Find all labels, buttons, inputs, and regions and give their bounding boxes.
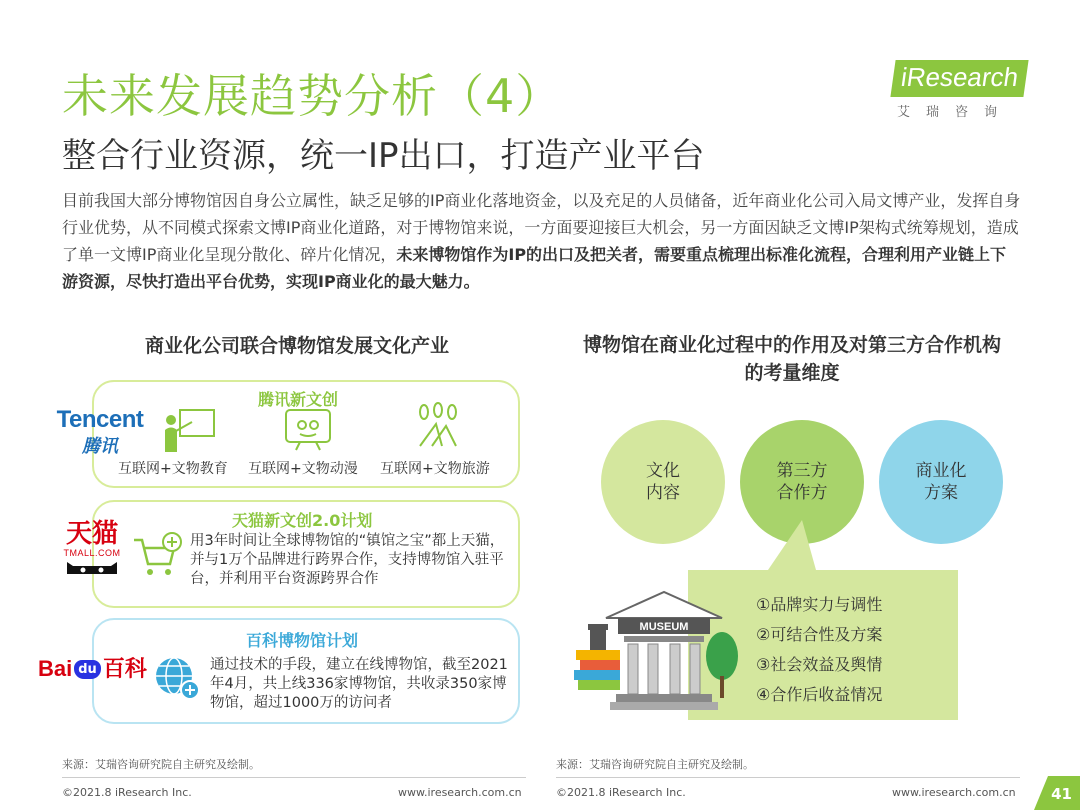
tencent-tag: 腾讯新文创 xyxy=(252,387,344,410)
right-source: 来源：艾瑞咨询研究院自主研究及绘制。 xyxy=(556,758,754,771)
factor-4: ④合作后收益情况 xyxy=(756,685,883,704)
tmall-logo-en: TMALL.COM xyxy=(63,548,121,558)
museum-illustration xyxy=(572,588,752,718)
right-section-title xyxy=(552,331,1032,387)
tmall-cat-icon xyxy=(65,558,119,574)
circle-1-line1: 文化 xyxy=(646,461,680,481)
logo-text: iResearch xyxy=(890,60,1028,97)
baidu-text: 通过技术的手段，建立在线博物馆，截至2021年4月，共上线336家博物馆，共收录350家博物馆，超过1000万的访问者 xyxy=(210,657,508,711)
tmall-tag: 天猫新文创2.0计划 xyxy=(226,508,378,531)
footer-divider-left xyxy=(62,777,526,778)
factor-2: ②可结合性及方案 xyxy=(756,625,883,644)
tencent-item-1: 互联网+文物教育 xyxy=(118,461,228,477)
education-icon xyxy=(162,406,218,454)
tmall-logo-cn: 天猫 xyxy=(65,519,118,549)
tencent-logo xyxy=(50,406,150,458)
tencent-item-3: 互联网+文物旅游 xyxy=(380,461,490,477)
footer-copyright-left: ©2021.8 iResearch Inc. xyxy=(62,786,192,799)
shopping-cart-icon xyxy=(130,530,184,580)
tencent-logo-en: Tencent xyxy=(56,406,144,433)
baidu-logo xyxy=(38,652,147,683)
baidu-logo-en: Bai xyxy=(38,656,73,681)
footer-copyright-right: ©2021.8 iResearch Inc. xyxy=(556,786,686,799)
left-source: 来源：艾瑞咨询研究院自主研究及绘制。 xyxy=(62,758,260,771)
baidu-tag: 百科博物馆计划 xyxy=(240,628,364,651)
intro-bold: 未来博物馆作为IP的出口及把关者，需要重点梳理出标准化流程，合理利用产业链上下游资源，尽快打造出平台优势，实现IP商业化的最大魅力。 xyxy=(62,245,1007,291)
page-title: 未来发展趋势分析（4） xyxy=(62,69,563,123)
factor-1: ①品牌实力与调性 xyxy=(756,595,883,614)
animation-icon xyxy=(282,404,334,452)
circle-3-line1: 商业化 xyxy=(915,461,967,481)
factor-3: ③社会效益及舆情 xyxy=(756,655,883,674)
right-title-line1: 博物馆在商业化过程中的作用及对第三方合作机构 xyxy=(582,334,1001,356)
baidu-logo-cn: 百科 xyxy=(102,657,147,682)
page-subtitle: 整合行业资源，统一IP出口，打造产业平台 xyxy=(62,136,705,176)
tencent-item-2: 互联网+文物动漫 xyxy=(248,461,358,477)
circle-2-line2: 合作方 xyxy=(776,483,828,503)
page-number: 41 xyxy=(1051,785,1072,803)
factors-list xyxy=(756,590,882,710)
museum-label: MUSEUM xyxy=(639,621,689,633)
globe-icon xyxy=(152,654,202,702)
footer-divider-right xyxy=(556,777,1020,778)
iresearch-logo xyxy=(893,60,1023,120)
travel-icon xyxy=(412,402,464,450)
baidu-paw-icon: du xyxy=(74,660,101,679)
tencent-logo-cn: 腾讯 xyxy=(82,436,118,457)
footer-url-left: www.iresearch.com.cn xyxy=(398,786,522,799)
intro-paragraph xyxy=(62,187,1022,295)
tmall-text: 用3年时间让全球博物馆的“镇馆之宝”都上天猫，并与1万个品牌进行跨界合作，支持博物馆入驻平台，并利用平台资源跨界合作 xyxy=(190,533,505,587)
circle-1-line2: 内容 xyxy=(646,483,680,503)
intro-normal: 目前我国大部分博物馆因自身公立属性，缺乏足够的IP商业化落地资金，以及充足的人员储备，近年商业化公司入局文博产业，发挥自身行业优势，从不同模式探索文博IP商业化道路，对于博物馆来说，一方面要迎接巨大机会，另一方面因缺乏文博IP架构式统筹规划，造成了单一文博IP商业化呈现分散化、碎片化情况， xyxy=(62,191,1021,264)
left-section-title: 商业化公司联合博物馆发展文化产业 xyxy=(144,335,449,357)
tmall-logo xyxy=(62,520,122,578)
circle-2-line1: 第三方 xyxy=(776,461,828,481)
footer-url-right: www.iresearch.com.cn xyxy=(892,786,1016,799)
right-title-line2: 的考量维度 xyxy=(744,362,840,384)
logo-cn-text: 艾瑞咨询 xyxy=(897,105,1014,120)
circle-3-line2: 方案 xyxy=(924,483,958,503)
